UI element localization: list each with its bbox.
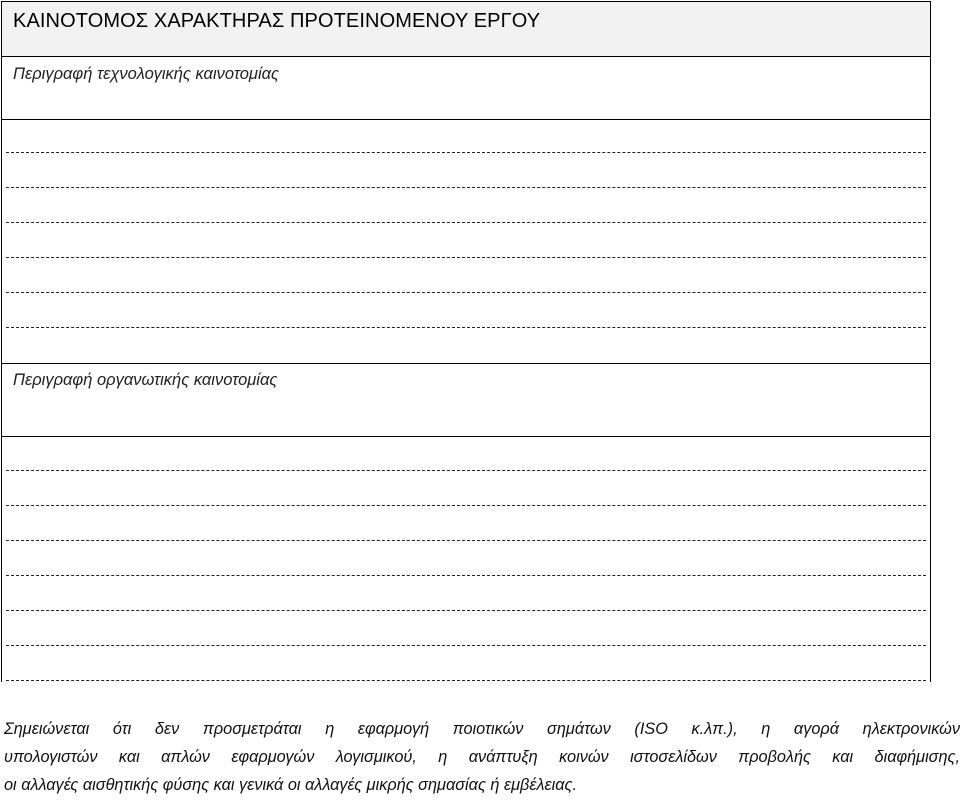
tech-innovation-label: Περιγραφή τεχνολογικής καινοτομίας [13, 65, 280, 83]
org-innovation-label-cell [2, 363, 930, 437]
org-innovation-answer-area[interactable] [2, 437, 930, 682]
answer-line [6, 470, 926, 471]
note-line: Σημειώνεται ότι δεν προσμετράται η εφαρμογή ποιοτικών σημάτων (ISO κ.λπ.), η αγορά ηλεκτρονικών [4, 720, 960, 738]
answer-line [6, 680, 926, 681]
disclaimer-note [4, 715, 960, 799]
note-line: υπολογιστών και απλών εφαρμογών λογισμικού, η ανάπτυξη κοινών ιστοσελίδων προβολής και διαφήμισης, [4, 748, 960, 766]
form-header [2, 2, 930, 57]
answer-line [6, 645, 926, 646]
answer-line [6, 152, 926, 153]
tech-innovation-answer-area[interactable] [2, 120, 930, 363]
answer-line [6, 540, 926, 541]
form-title: ΚΑΙΝΟΤΟΜΟΣ ΧΑΡΑΚΤΗΡΑΣ ΠΡΟΤΕΙΝΟΜΕΝΟΥ ΕΡΓΟΥ [13, 10, 541, 32]
tech-innovation-label-cell [2, 57, 930, 120]
answer-line [6, 575, 926, 576]
answer-line [6, 257, 926, 258]
answer-line [6, 505, 926, 506]
answer-line [6, 292, 926, 293]
answer-line [6, 610, 926, 611]
answer-line [6, 187, 926, 188]
org-innovation-label: Περιγραφή οργανωτικής καινοτομίας [13, 371, 278, 389]
innovation-form [1, 1, 931, 682]
answer-line [6, 222, 926, 223]
answer-line [6, 327, 926, 328]
note-line: οι αλλαγές αισθητικής φύσης και γενικά οι αλλαγές μικρής σημασίας ή εμβέλειας. [4, 776, 577, 794]
